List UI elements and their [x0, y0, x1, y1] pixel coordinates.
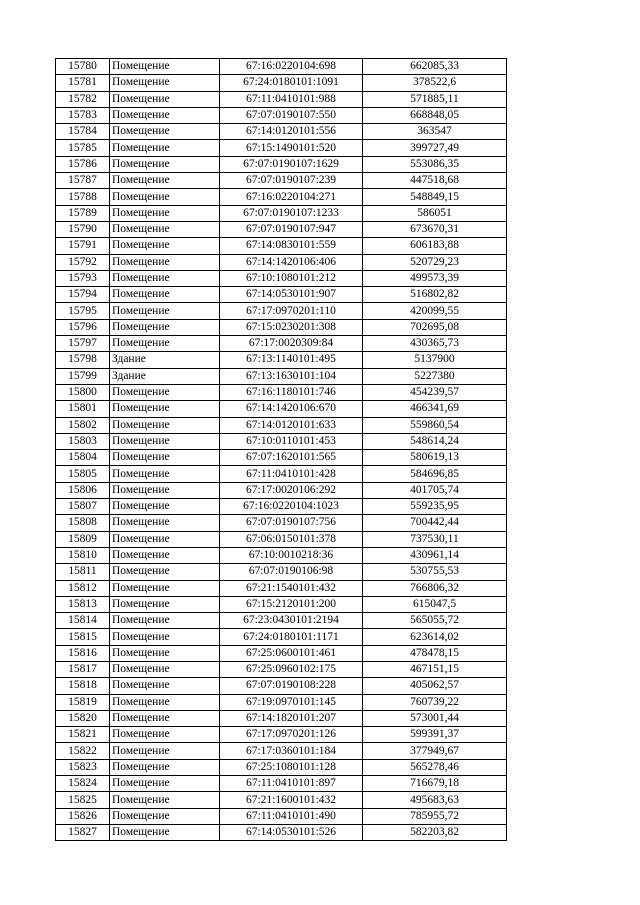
- row-number: 15816: [56, 645, 110, 661]
- row-number: 15819: [56, 694, 110, 710]
- object-type: Помещение: [110, 384, 220, 400]
- table-row: [56, 124, 507, 140]
- table-row: [56, 661, 507, 677]
- table-row: [56, 808, 507, 824]
- cadastral-value: 478478,15: [363, 645, 507, 661]
- object-type: Помещение: [110, 205, 220, 221]
- cadastral-number: 67:10:1080101:212: [220, 270, 363, 286]
- object-type: Помещение: [110, 238, 220, 254]
- row-number: 15820: [56, 710, 110, 726]
- table-row: [56, 792, 507, 808]
- table-row: [56, 727, 507, 743]
- cadastral-number: 67:14:0120101:556: [220, 124, 363, 140]
- object-type: Помещение: [110, 661, 220, 677]
- cadastral-value: 559860,54: [363, 417, 507, 433]
- object-type: Помещение: [110, 173, 220, 189]
- cadastral-value: 553086,35: [363, 156, 507, 172]
- row-number: 15802: [56, 417, 110, 433]
- row-number: 15794: [56, 287, 110, 303]
- cadastral-number: 67:07:0190107:1629: [220, 156, 363, 172]
- table-row: [56, 140, 507, 156]
- table-row: [56, 645, 507, 661]
- row-number: 15801: [56, 401, 110, 417]
- object-type: Помещение: [110, 270, 220, 286]
- table-row: [56, 107, 507, 123]
- cadastral-value: 586051: [363, 205, 507, 221]
- row-number: 15781: [56, 75, 110, 91]
- table-row: [56, 580, 507, 596]
- object-type: Помещение: [110, 124, 220, 140]
- row-number: 15809: [56, 531, 110, 547]
- cadastral-value: 420099,55: [363, 303, 507, 319]
- table-row: [56, 319, 507, 335]
- table-row: [56, 629, 507, 645]
- object-type: Помещение: [110, 596, 220, 612]
- object-type: Помещение: [110, 417, 220, 433]
- object-type: Помещение: [110, 743, 220, 759]
- cadastral-value: 571885,11: [363, 91, 507, 107]
- cadastral-number: 67:07:0190107:756: [220, 515, 363, 531]
- row-number: 15804: [56, 450, 110, 466]
- cadastral-number: 67:15:1490101:520: [220, 140, 363, 156]
- row-number: 15821: [56, 727, 110, 743]
- table-row: [56, 59, 507, 75]
- row-number: 15823: [56, 759, 110, 775]
- object-type: Помещение: [110, 140, 220, 156]
- row-number: 15782: [56, 91, 110, 107]
- cadastral-value: 700442,44: [363, 515, 507, 531]
- cadastral-value: 495683,63: [363, 792, 507, 808]
- object-type: Помещение: [110, 580, 220, 596]
- table-row: [56, 173, 507, 189]
- table-row: [56, 336, 507, 352]
- cadastral-value: 454239,57: [363, 384, 507, 400]
- table-row: [56, 401, 507, 417]
- row-number: 15814: [56, 613, 110, 629]
- table-row: [56, 221, 507, 237]
- object-type: Помещение: [110, 808, 220, 824]
- cadastral-number: 67:14:1420106:406: [220, 254, 363, 270]
- table-row: [56, 91, 507, 107]
- row-number: 15798: [56, 352, 110, 368]
- object-type: Помещение: [110, 107, 220, 123]
- cadastral-number: 67:06:0150101:378: [220, 531, 363, 547]
- cadastral-value: 580619,13: [363, 450, 507, 466]
- table-row: [56, 515, 507, 531]
- row-number: 15827: [56, 824, 110, 840]
- object-type: Помещение: [110, 59, 220, 75]
- object-type: Помещение: [110, 531, 220, 547]
- object-type: Помещение: [110, 515, 220, 531]
- table-row: [56, 287, 507, 303]
- table-row: [56, 759, 507, 775]
- table-row: [56, 384, 507, 400]
- object-type: Помещение: [110, 482, 220, 498]
- table-row: [56, 450, 507, 466]
- cadastral-number: 67:17:0020309:84: [220, 336, 363, 352]
- cadastral-number: 67:11:0410101:428: [220, 466, 363, 482]
- cadastral-value: 573001,44: [363, 710, 507, 726]
- object-type: Помещение: [110, 336, 220, 352]
- cadastral-number: 67:25:0600101:461: [220, 645, 363, 661]
- cadastral-value: 516802,82: [363, 287, 507, 303]
- cadastral-number: 67:07:0190107:947: [220, 221, 363, 237]
- cadastral-value: 785955,72: [363, 808, 507, 824]
- row-number: 15817: [56, 661, 110, 677]
- cadastral-value: 582203,82: [363, 824, 507, 840]
- row-number: 15808: [56, 515, 110, 531]
- object-type: Помещение: [110, 727, 220, 743]
- object-type: Помещение: [110, 303, 220, 319]
- cadastral-value: 760739,22: [363, 694, 507, 710]
- object-type: Помещение: [110, 824, 220, 840]
- object-type: Помещение: [110, 792, 220, 808]
- cadastral-number: 67:17:0020106:292: [220, 482, 363, 498]
- cadastral-value: 565055,72: [363, 613, 507, 629]
- object-type: Помещение: [110, 759, 220, 775]
- cadastral-number: 67:14:0120101:633: [220, 417, 363, 433]
- row-number: 15790: [56, 221, 110, 237]
- cadastral-number: 67:17:0360101:184: [220, 743, 363, 759]
- row-number: 15812: [56, 580, 110, 596]
- table-row: [56, 352, 507, 368]
- cadastral-value: 377949,67: [363, 743, 507, 759]
- table-row: [56, 743, 507, 759]
- object-type: Помещение: [110, 75, 220, 91]
- cadastral-number: 67:16:1180101:746: [220, 384, 363, 400]
- cadastral-value: 599391,37: [363, 727, 507, 743]
- row-number: 15786: [56, 156, 110, 172]
- object-type: Помещение: [110, 466, 220, 482]
- cadastral-value: 401705,74: [363, 482, 507, 498]
- cadastral-value: 5137900: [363, 352, 507, 368]
- cadastral-number: 67:07:0190106:98: [220, 564, 363, 580]
- cadastral-value: 548614,24: [363, 433, 507, 449]
- cadastral-number: 67:14:0530101:907: [220, 287, 363, 303]
- object-type: Помещение: [110, 433, 220, 449]
- cadastral-number: 67:25:0960102:175: [220, 661, 363, 677]
- cadastral-number: 67:16:0220104:698: [220, 59, 363, 75]
- table-row: [56, 710, 507, 726]
- cadastral-value: 668848,05: [363, 107, 507, 123]
- cadastral-number: 67:13:1140101:495: [220, 352, 363, 368]
- row-number: 15796: [56, 319, 110, 335]
- cadastral-value: 716679,18: [363, 776, 507, 792]
- cadastral-number: 67:07:0190108:228: [220, 678, 363, 694]
- row-number: 15815: [56, 629, 110, 645]
- cadastral-number: 67:19:0970101:145: [220, 694, 363, 710]
- table-row: [56, 156, 507, 172]
- row-number: 15795: [56, 303, 110, 319]
- row-number: 15822: [56, 743, 110, 759]
- table-row: [56, 205, 507, 221]
- table-row: [56, 613, 507, 629]
- object-type: Здание: [110, 368, 220, 384]
- table-row: [56, 678, 507, 694]
- cadastral-value: 363547: [363, 124, 507, 140]
- object-type: Помещение: [110, 189, 220, 205]
- object-type: Помещение: [110, 694, 220, 710]
- cadastral-value: 623614,02: [363, 629, 507, 645]
- table-body: [56, 59, 507, 841]
- table-row: [56, 547, 507, 563]
- row-number: 15784: [56, 124, 110, 140]
- row-number: 15800: [56, 384, 110, 400]
- row-number: 15787: [56, 173, 110, 189]
- object-type: Помещение: [110, 613, 220, 629]
- cadastral-number: 67:10:0110101:453: [220, 433, 363, 449]
- table-row: [56, 189, 507, 205]
- table-row: [56, 466, 507, 482]
- object-type: Помещение: [110, 547, 220, 563]
- table-row: [56, 482, 507, 498]
- table-row: [56, 254, 507, 270]
- object-type: Помещение: [110, 645, 220, 661]
- cadastral-number: 67:25:1080101:128: [220, 759, 363, 775]
- row-number: 15799: [56, 368, 110, 384]
- row-number: 15807: [56, 499, 110, 515]
- cadastral-number: 67:16:0220104:271: [220, 189, 363, 205]
- object-type: Помещение: [110, 156, 220, 172]
- row-number: 15818: [56, 678, 110, 694]
- cadastral-number: 67:15:2120101:200: [220, 596, 363, 612]
- table-row: [56, 238, 507, 254]
- cadastral-value: 530755,53: [363, 564, 507, 580]
- table-row: [56, 694, 507, 710]
- table-row: [56, 303, 507, 319]
- row-number: 15813: [56, 596, 110, 612]
- object-type: Помещение: [110, 401, 220, 417]
- cadastral-value: 378522,6: [363, 75, 507, 91]
- row-number: 15826: [56, 808, 110, 824]
- cadastral-value: 584696,85: [363, 466, 507, 482]
- row-number: 15792: [56, 254, 110, 270]
- cadastral-number: 67:07:0190107:239: [220, 173, 363, 189]
- table-row: [56, 368, 507, 384]
- cadastral-number: 67:14:0830101:559: [220, 238, 363, 254]
- cadastral-value: 673670,31: [363, 221, 507, 237]
- table-row: [56, 417, 507, 433]
- row-number: 15803: [56, 433, 110, 449]
- cadastral-value: 430961,14: [363, 547, 507, 563]
- table-row: [56, 596, 507, 612]
- object-type: Помещение: [110, 254, 220, 270]
- cadastral-number: 67:21:1540101:432: [220, 580, 363, 596]
- cadastral-number: 67:24:0180101:1091: [220, 75, 363, 91]
- table-row: [56, 824, 507, 840]
- row-number: 15824: [56, 776, 110, 792]
- object-type: Помещение: [110, 629, 220, 645]
- cadastral-number: 67:14:1420106:670: [220, 401, 363, 417]
- row-number: 15797: [56, 336, 110, 352]
- table-row: [56, 531, 507, 547]
- row-number: 15783: [56, 107, 110, 123]
- object-type: Помещение: [110, 710, 220, 726]
- object-type: Помещение: [110, 564, 220, 580]
- row-number: 15793: [56, 270, 110, 286]
- cadastral-value: 405062,57: [363, 678, 507, 694]
- table-row: [56, 499, 507, 515]
- cadastral-number: 67:15:0230201:308: [220, 319, 363, 335]
- object-type: Помещение: [110, 450, 220, 466]
- object-type: Помещение: [110, 678, 220, 694]
- cadastral-number: 67:07:1620101:565: [220, 450, 363, 466]
- cadastral-value: 467151,15: [363, 661, 507, 677]
- row-number: 15825: [56, 792, 110, 808]
- cadastral-value: 737530,11: [363, 531, 507, 547]
- cadastral-number: 67:17:0970201:126: [220, 727, 363, 743]
- cadastral-number: 67:11:0410101:897: [220, 776, 363, 792]
- cadastral-value-table: [55, 58, 507, 841]
- row-number: 15788: [56, 189, 110, 205]
- object-type: Помещение: [110, 776, 220, 792]
- cadastral-value: 702695,08: [363, 319, 507, 335]
- table-row: [56, 270, 507, 286]
- cadastral-value: 548849,15: [363, 189, 507, 205]
- cadastral-number: 67:23:0430101:2194: [220, 613, 363, 629]
- cadastral-number: 67:14:0530101:526: [220, 824, 363, 840]
- row-number: 15780: [56, 59, 110, 75]
- cadastral-number: 67:16:0220104:1023: [220, 499, 363, 515]
- cadastral-value: 5227380: [363, 368, 507, 384]
- cadastral-value: 615047,5: [363, 596, 507, 612]
- cadastral-value: 559235,95: [363, 499, 507, 515]
- cadastral-value: 466341,69: [363, 401, 507, 417]
- row-number: 15789: [56, 205, 110, 221]
- table-row: [56, 776, 507, 792]
- cadastral-value: 399727,49: [363, 140, 507, 156]
- cadastral-value: 606183,88: [363, 238, 507, 254]
- cadastral-number: 67:17:0970201:110: [220, 303, 363, 319]
- row-number: 15811: [56, 564, 110, 580]
- object-type: Здание: [110, 352, 220, 368]
- object-type: Помещение: [110, 91, 220, 107]
- cadastral-value: 565278,46: [363, 759, 507, 775]
- cadastral-value: 766806,32: [363, 580, 507, 596]
- object-type: Помещение: [110, 221, 220, 237]
- row-number: 15791: [56, 238, 110, 254]
- row-number: 15805: [56, 466, 110, 482]
- table-row: [56, 75, 507, 91]
- cadastral-number: 67:13:1630101:104: [220, 368, 363, 384]
- row-number: 15810: [56, 547, 110, 563]
- object-type: Помещение: [110, 287, 220, 303]
- cadastral-number: 67:24:0180101:1171: [220, 629, 363, 645]
- cadastral-number: 67:11:0410101:988: [220, 91, 363, 107]
- object-type: Помещение: [110, 499, 220, 515]
- table-row: [56, 564, 507, 580]
- cadastral-number: 67:07:0190107:550: [220, 107, 363, 123]
- cadastral-value: 662085,33: [363, 59, 507, 75]
- object-type: Помещение: [110, 319, 220, 335]
- cadastral-value: 430365,73: [363, 336, 507, 352]
- cadastral-value: 499573,39: [363, 270, 507, 286]
- cadastral-number: 67:11:0410101:490: [220, 808, 363, 824]
- cadastral-number: 67:10:0010218:36: [220, 547, 363, 563]
- cadastral-value: 447518,68: [363, 173, 507, 189]
- cadastral-value: 520729,23: [363, 254, 507, 270]
- cadastral-number: 67:14:1820101:207: [220, 710, 363, 726]
- cadastral-number: 67:07:0190107:1233: [220, 205, 363, 221]
- table-row: [56, 433, 507, 449]
- row-number: 15806: [56, 482, 110, 498]
- cadastral-number: 67:21:1600101:432: [220, 792, 363, 808]
- row-number: 15785: [56, 140, 110, 156]
